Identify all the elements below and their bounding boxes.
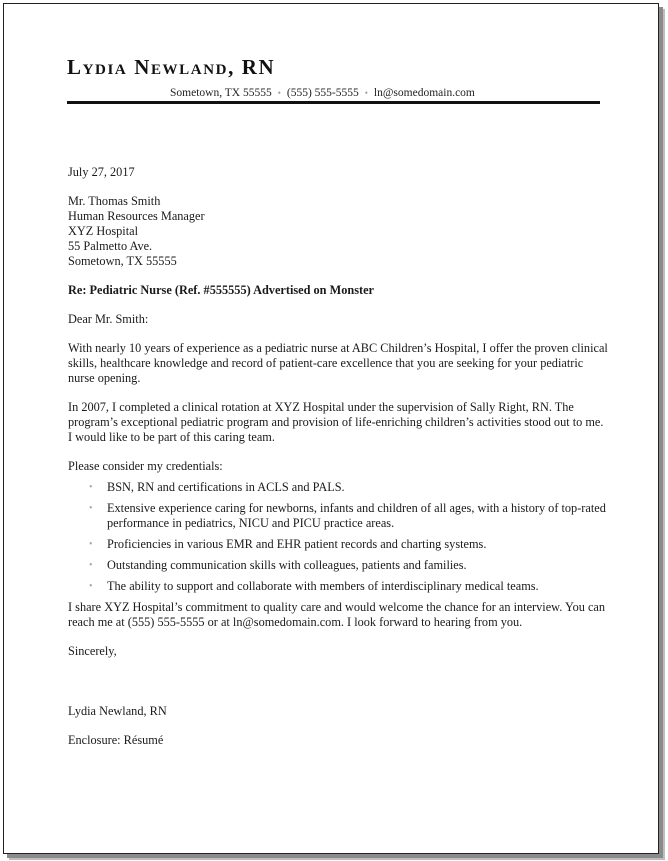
contact-line: [170, 87, 475, 99]
credential-text: Outstanding communication skills with colleagues, patients and families.: [107, 558, 467, 572]
letter-date: July 27, 2017: [68, 165, 135, 179]
bullet-icon: •: [89, 482, 93, 493]
enclosure: Enclosure: Résumé: [68, 733, 164, 747]
contact-phone: (555) 555-5555: [286, 87, 359, 99]
recipient-line: Sometown, TX 55555: [68, 254, 177, 268]
recipient-address: [68, 194, 608, 269]
list-item: [68, 537, 608, 552]
bullet-icon: •: [89, 539, 93, 550]
list-item: [68, 480, 608, 495]
credential-text: Proficiencies in various EMR and EHR patient records and charting systems.: [107, 537, 487, 551]
list-item: [68, 579, 608, 594]
credentials-intro: Please consider my credentials:: [68, 459, 223, 473]
salutation: Dear Mr. Smith:: [68, 312, 149, 326]
separator-dot-icon: •: [277, 88, 281, 98]
subject-line: Re: Pediatric Nurse (Ref. #555555) Advertised on Monster: [68, 283, 374, 297]
bullet-icon: •: [89, 560, 93, 571]
signature-name: Lydia Newland, RN: [68, 704, 167, 718]
list-item: [68, 501, 608, 531]
contact-location: Sometown, TX 55555: [170, 87, 272, 99]
paragraph-rotation: In 2007, I completed a clinical rotation at XYZ Hospital under the supervision of Sally Right, RN. The program’s exceptional pediatric program and provision of life-enriching children’s activities stood out to me. I would like to be part of this caring team.: [68, 400, 604, 444]
bullet-icon: •: [89, 581, 93, 592]
separator-dot-icon: •: [364, 88, 368, 98]
letter-body: [68, 165, 608, 748]
closing: Sincerely,: [68, 644, 117, 658]
header-rule: [67, 101, 600, 104]
recipient-line: 55 Palmetto Ave.: [68, 239, 153, 253]
recipient-line: XYZ Hospital: [68, 224, 139, 238]
recipient-line: Human Resources Manager: [68, 209, 205, 223]
paragraph-intro: With nearly 10 years of experience as a pediatric nurse at ABC Children’s Hospital, I offer the proven clinical skills, healthcare knowledge and record of patient-care excellence that you are seeking for your pediatric nurse opening.: [68, 341, 608, 385]
bullet-icon: •: [89, 503, 93, 514]
recipient-line: Mr. Thomas Smith: [68, 194, 161, 208]
paragraph-closing: I share XYZ Hospital’s commitment to quality care and would welcome the chance for an interview. You can reach me at (555) 555-5555 or at ln@somedomain.com. I look forward to hearing from you.: [68, 600, 606, 629]
credentials-list: [68, 480, 608, 594]
applicant-name: Lydia Newland, RN: [67, 55, 276, 79]
contact-email: ln@somedomain.com: [373, 87, 475, 99]
credential-text: Extensive experience caring for newborns, infants and children of all ages, with a history of top-rated performance in pediatrics, NICU and PICU practice areas.: [107, 501, 606, 530]
credential-text: The ability to support and collaborate with members of interdisciplinary medical teams.: [107, 579, 539, 593]
credential-text: BSN, RN and certifications in ACLS and PALS.: [107, 480, 345, 494]
list-item: [68, 558, 608, 573]
